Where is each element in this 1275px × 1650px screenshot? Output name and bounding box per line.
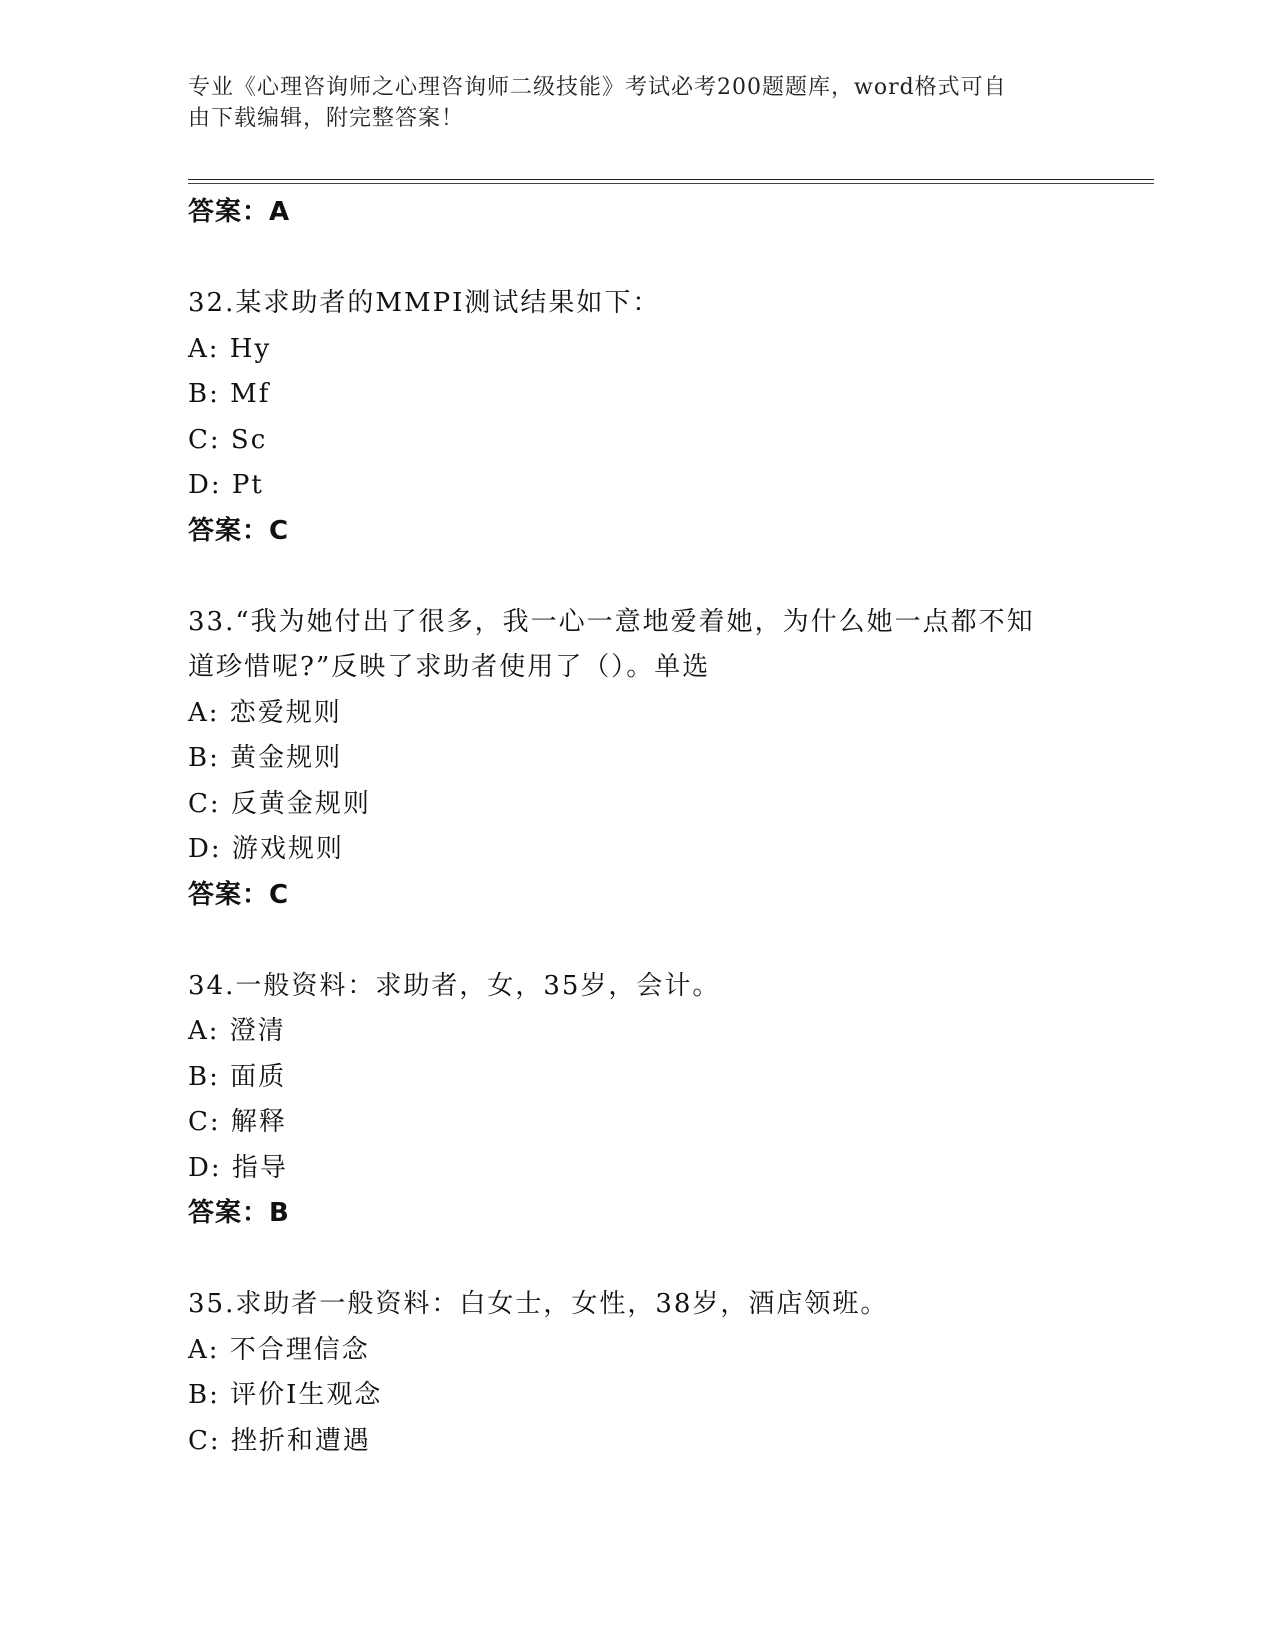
question-32-option-a: A: Hy	[188, 333, 272, 364]
spacer	[188, 554, 1088, 600]
question-34	[188, 964, 1088, 1237]
question-34-option-b: B: 面质	[188, 1061, 287, 1092]
header-line-2: 由下载编辑，附完整答案！	[188, 106, 465, 131]
question-35	[188, 1282, 1088, 1464]
question-32-title: 32.某求助者的MMPI测试结果如下：	[188, 288, 661, 318]
header-divider-thick	[188, 179, 1154, 180]
question-33-option-c: C: 反黄金规则	[188, 788, 371, 819]
question-35-option-b: B: 评价I生观念	[188, 1380, 383, 1410]
header-line-1: 专业《心理咨询师之心理咨询师二级技能》考试必考200题题库，word格式可自	[188, 75, 1007, 100]
question-34-option-a: A: 澄清	[188, 1016, 286, 1046]
question-34-option-c: C: 解释	[188, 1107, 287, 1137]
spacer	[188, 236, 1088, 282]
question-32-option-c: C: Sc	[188, 424, 268, 455]
question-33-option-b: B: 黄金规则	[188, 743, 343, 773]
document-header	[188, 72, 1068, 134]
question-list	[188, 190, 1088, 1464]
question-34-title: 34.一般资料：求助者，女，35岁，会计。	[188, 970, 721, 1001]
question-32-option-d: D: Pt	[188, 470, 264, 500]
spacer	[188, 918, 1088, 964]
question-32	[188, 281, 1088, 554]
question-33-answer: 答案：C	[188, 879, 290, 910]
question-32-answer: 答案：C	[188, 515, 290, 546]
question-35-title: 35.求助者一般资料：白女士，女性，38岁，酒店领班。	[188, 1289, 889, 1319]
question-33-title-line-1: 33.“我为她付出了很多，我一心一意地爱着她，为什么她一点都不知	[188, 606, 1035, 637]
question-33-title-line-2: 道珍惜呢?”反映了求助者使用了（）。单选	[188, 652, 711, 682]
question-33-option-a: A: 恋爱规则	[188, 697, 342, 728]
question-34-option-d: D: 指导	[188, 1152, 288, 1183]
question-33-option-d: D: 游戏规则	[188, 834, 344, 864]
answer-31: 答案：A	[188, 197, 291, 227]
header-divider-thin	[188, 183, 1154, 184]
question-34-answer: 答案：B	[188, 1198, 290, 1228]
spacer	[188, 1237, 1088, 1283]
question-35-option-a: A: 不合理信念	[188, 1334, 370, 1365]
question-32-option-b: B: Mf	[188, 379, 271, 409]
question-33	[188, 600, 1088, 919]
question-35-option-c: C: 挫折和遭遇	[188, 1425, 371, 1456]
